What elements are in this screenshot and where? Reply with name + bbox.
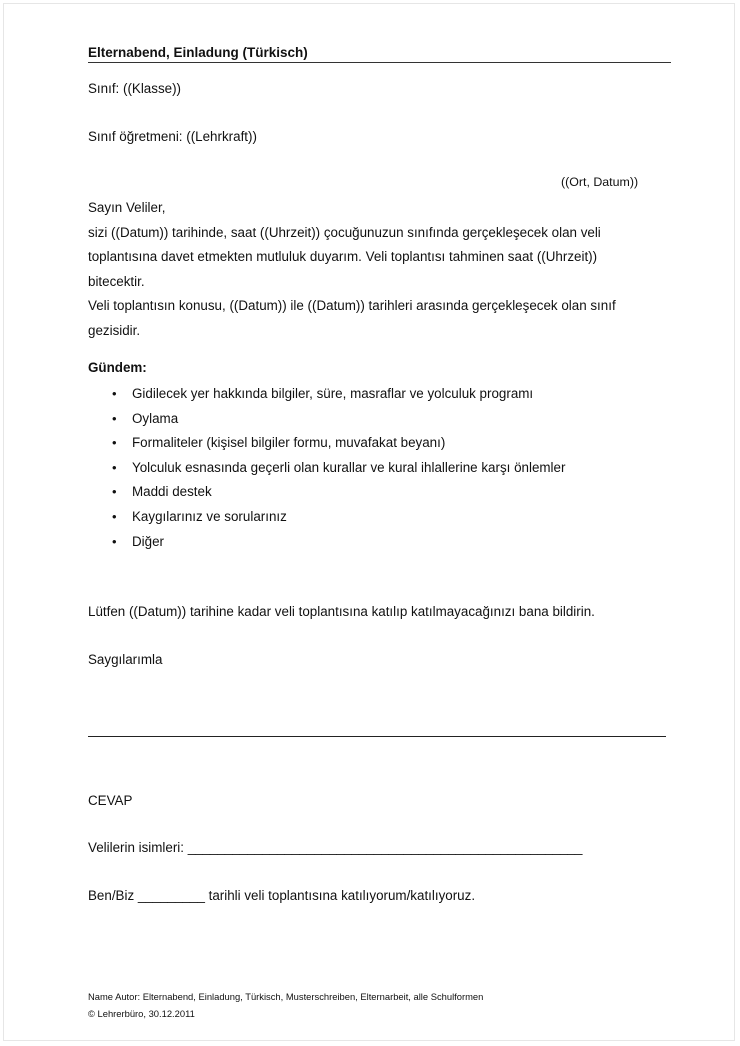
bullet-icon: • [112,435,117,451]
body-line: gezisidir. [88,322,141,338]
body-line: sizi ((Datum)) tarihinde, saat ((Uhrzeit)) çocuğunuzun sınıfında gerçekleşecek olan veli [88,224,601,240]
list-item [88,431,565,456]
teacher-line: Sınıf öğretmeni: ((Lehrkraft)) [88,129,257,144]
agenda-item-label: Gidilecek yer hakkında bilgiler, süre, masraflar ve yolculuk programı [132,386,534,401]
header-rule [88,62,671,63]
agenda-item-label: Oylama [132,410,179,426]
signature-line [88,736,666,737]
bullet-icon: • [112,484,117,500]
body-line: bitecektir. [88,273,145,289]
agenda-item-label: Diğer [132,533,164,549]
closing: Saygılarımla [88,652,163,667]
footer-copyright: © Lehrerbüro, 30.12.2011 [88,1008,195,1019]
reply-request: Lütfen ((Datum)) tarihine kadar veli toplantısına katılıp katılmayacağınızı bana bildirin. [88,604,595,619]
agenda-item-label: Kaygılarınız ve sorularınız [132,508,287,524]
agenda-item-label: Maddi destek [132,484,212,500]
agenda-title: Gündem: [88,360,147,375]
bullet-icon: • [112,508,117,524]
place-date: ((Ort, Datum)) [561,175,639,189]
agenda-list [88,382,565,554]
bullet-icon: • [112,533,117,549]
response-title: CEVAP [88,793,133,808]
parents-names-field: Velilerin isimleri: _____________________________________________________ [88,840,583,855]
footer-author: Name Autor: Elternabend, Einladung, Türkisch, Musterschreiben, Elternarbeit, alle Schulformen [88,991,484,1002]
body-line: Veli toplantısın konusu, ((Datum)) ile ((Datum)) tarihleri arasında gerçekleşecek olan sınıf [88,298,616,313]
list-item [88,480,565,505]
agenda-item-label: Yolculuk esnasında geçerli olan kurallar ve kural ihlallerine karşı önlemler [132,459,566,475]
list-item [88,456,565,481]
salutation: Sayın Veliler, [88,200,166,215]
list-item [88,382,565,407]
agenda-item-label: Formaliteler (kişisel bilgiler formu, muvafakat beyanı) [132,435,446,451]
list-item [88,530,565,555]
body-line: toplantısına davet etmekten mutluluk duyarım. Veli toplantısı tahminen saat ((Uhrzeit)) [88,249,598,264]
attendance-line: Ben/Biz _________ tarihli veli toplantısına katılıyorum/katılıyoruz. [88,888,476,903]
list-item [88,407,565,432]
bullet-icon: • [112,410,117,426]
document-title: Elternabend, Einladung (Türkisch) [88,45,308,60]
bullet-icon: • [112,386,117,401]
list-item [88,505,565,530]
bullet-icon: • [112,459,117,475]
letter-body [88,196,616,343]
class-line: Sınıf: ((Klasse)) [88,81,182,96]
